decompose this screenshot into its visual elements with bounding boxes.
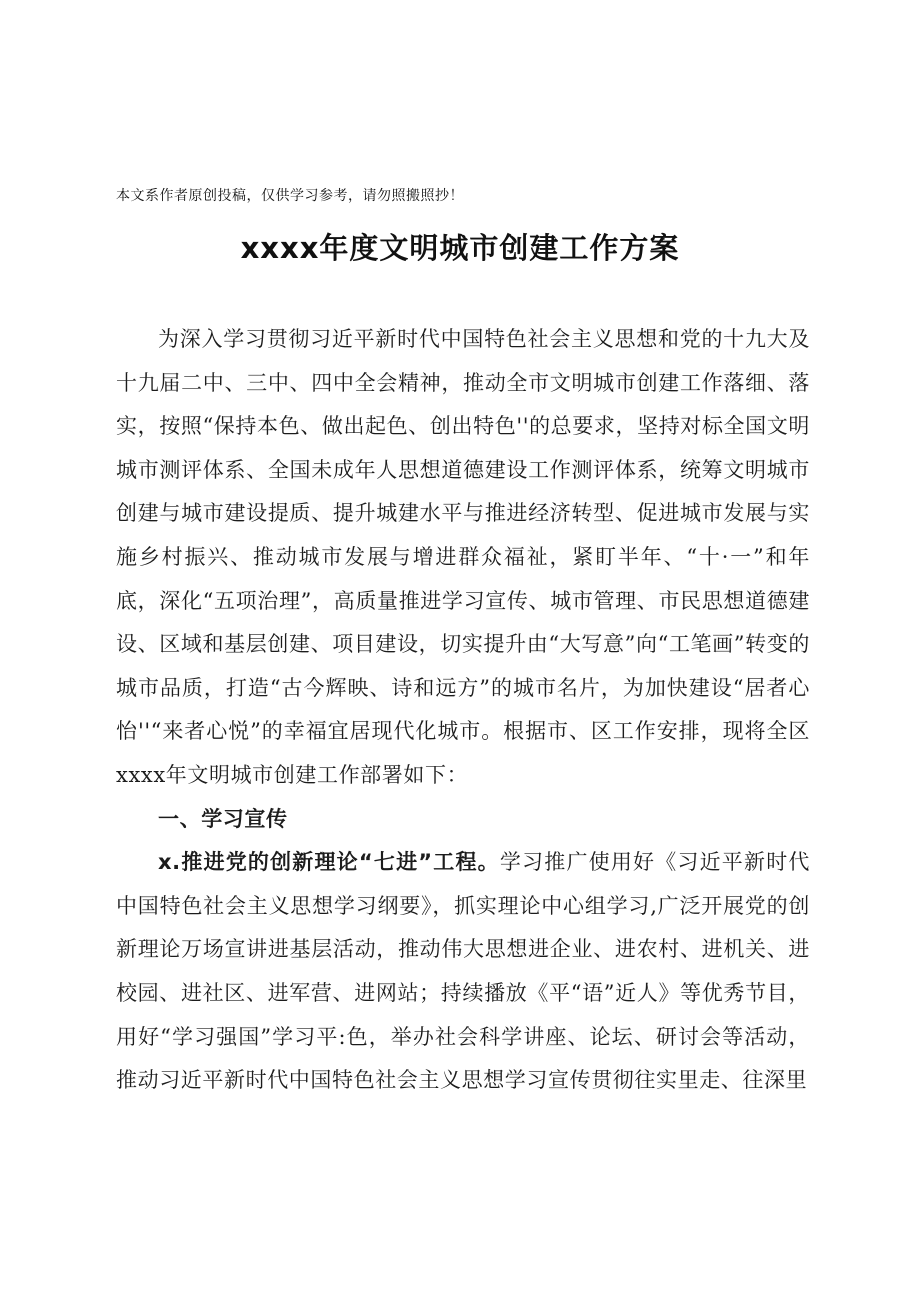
item-paragraph: [116, 841, 810, 1103]
intro-paragraph: 为深入学习贯彻习近平新时代中国特色社会主义思想和党的十九大及十九届二中、三中、四中全会精神，推动全市文明城市创建工作落细、落实，按照“保持本色、做出起色、创出特色''的总要求，坚持对标全国文明城市测评体系、全国未成年人思想道德建设工作测评体系，统筹文明城市创建与城市建设提质、提升城建水平与推进经济转型、促进城市发展与实施乡村振兴、推动城市发展与增进群众福祉，紧盯半年、“十·一”和年底，深化“五项治理”，高质量推进学习宣传、城市管理、市民思想道德建设、区域和基层创建、项目建设，切实提升由“大写意”向“工笔画”转变的城市品质，打造“古今辉映、诗和远方”的城市名片，为加快建设“居者心怡''“来者心悦”的幸福宜居现代化城市。根据市、区工作安排，现将全区xxxx年文明城市创建工作部署如下：: [116, 327, 810, 787]
item-lead: x.推进党的创新理论“七进”工程。: [158, 850, 500, 875]
copyright-notice: 本文系作者原创投稿，仅供学习参考，请勿照搬照抄！: [116, 188, 464, 204]
document-title: xxxx年度文明城市创建工作方案: [240, 231, 680, 265]
section-heading: 一、学习宣传: [158, 806, 288, 831]
item-text: 学习推广使用好《习近平新时代中国特色社会主义思想学习纲要》，抓实理论中心组学习,广泛开展党的创新理论万场宣讲进基层活动，推动伟大思想进企业、进农村、进机关、进校园、进社区、进军营、进网站；持续播放《平“语”近人》等优秀节目，用好“学习强国”学习平:色，举办社会科学讲座、论坛、研讨会等活动，推动习近平新时代中国特色社会主义思想学习宣传贯彻往实里走、往深里: [116, 850, 810, 1093]
document-body: [116, 318, 810, 1103]
